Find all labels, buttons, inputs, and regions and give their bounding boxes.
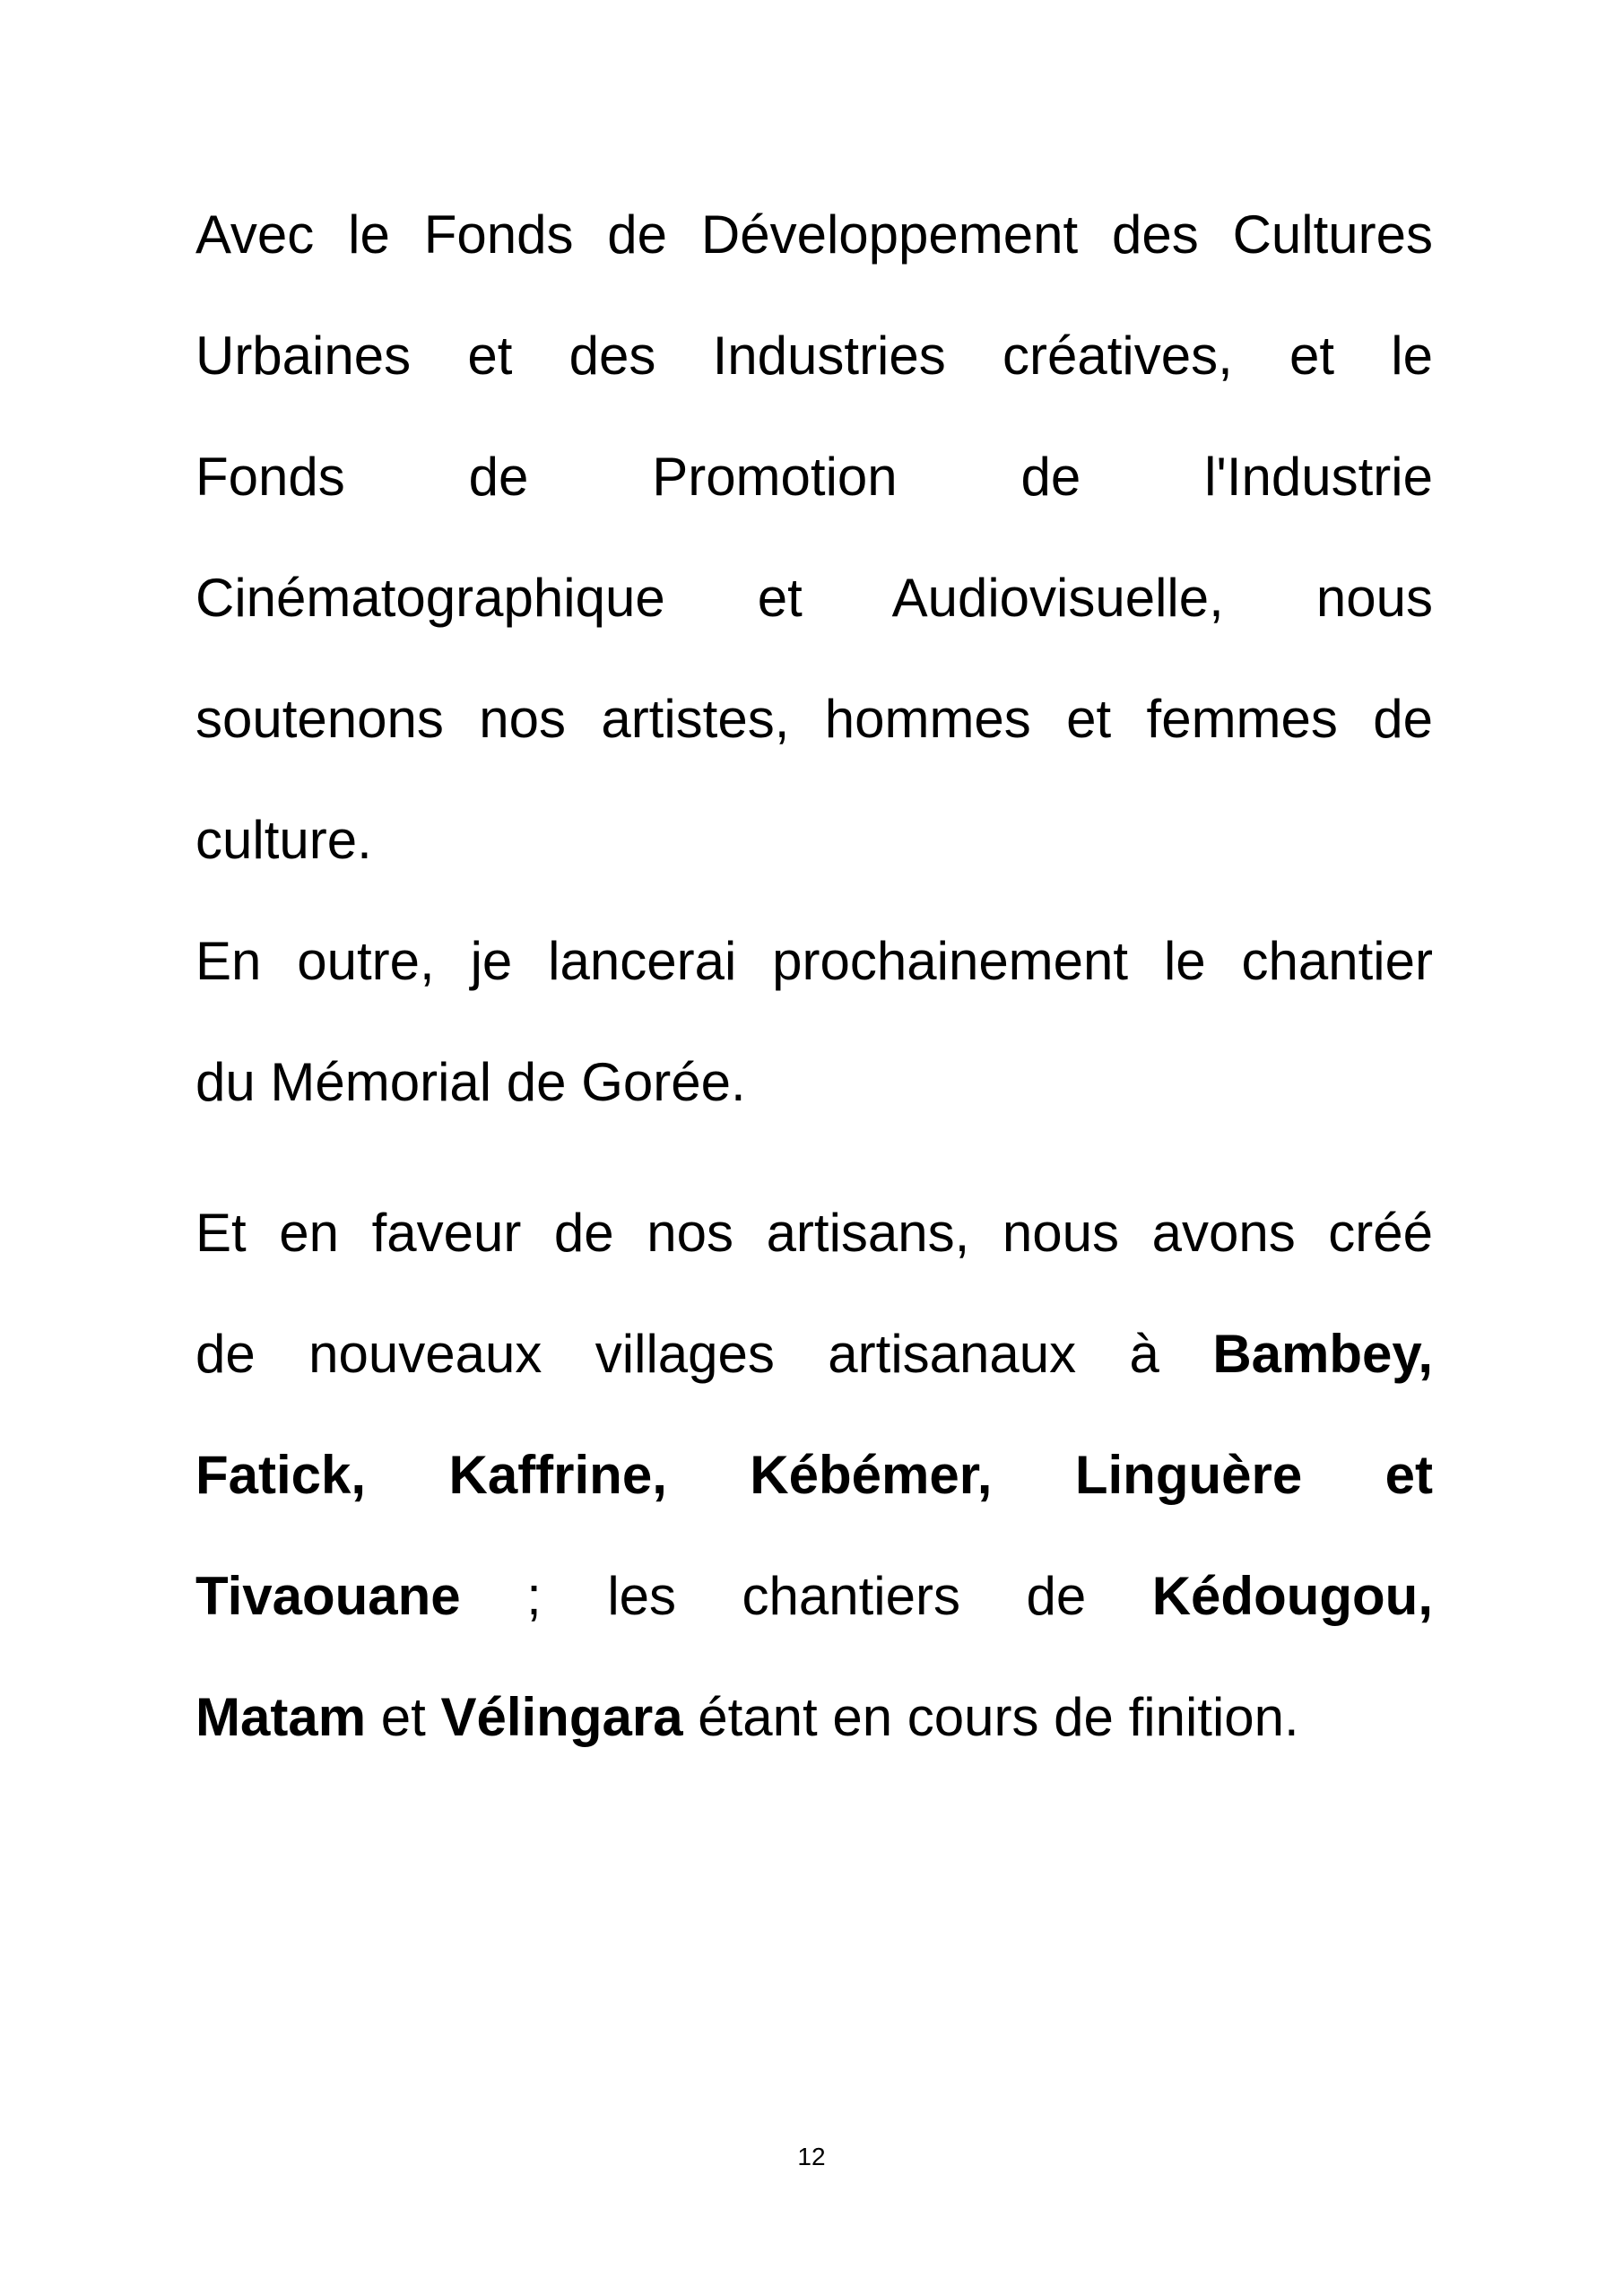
paragraph-1-line-6: culture. <box>195 810 372 870</box>
page-number: 12 <box>797 2143 826 2170</box>
text-run: et <box>366 1687 441 1747</box>
paragraph-1-line-3: Fonds de Promotion de l'Industrie <box>195 447 1433 507</box>
paragraph-3-line-4 <box>195 1552 1433 1641</box>
place-name-bambey: Bambey, <box>1212 1324 1433 1384</box>
place-name-velingara: Vélingara <box>440 1687 683 1747</box>
paragraph-1-line-4: Cinématographique et Audiovisuelle, nous <box>195 568 1433 628</box>
place-name-tivaouane: Tivaouane <box>195 1566 461 1626</box>
paragraph-3-line-5 <box>195 1673 1433 1762</box>
paragraph-3-line-3: Fatick, Kaffrine, Kébémer, Linguère et <box>195 1445 1433 1505</box>
text-run: étant en cours de finition. <box>682 1687 1299 1747</box>
paragraph-1-line-5: soutenons nos artistes, hommes et femmes de <box>195 689 1433 749</box>
text-run: de nouveaux villages artisanaux à <box>195 1324 1213 1384</box>
place-name-matam: Matam <box>195 1687 367 1747</box>
paragraph-2-line-2: du Mémorial de Gorée. <box>195 1052 746 1112</box>
paragraph-1-line-2: Urbaines et des Industries créatives, et le <box>195 326 1433 386</box>
paragraph-2-line-1: En outre, je lancerai prochainement le chantier <box>195 931 1433 991</box>
text-run: ; les chantiers de <box>460 1566 1152 1626</box>
place-name-kedougou: Kédougou, <box>1151 1566 1433 1626</box>
paragraph-1-line-1: Avec le Fonds de Développement des Cultures <box>195 204 1433 265</box>
paragraph-3-line-1: Et en faveur de nos artisans, nous avons créé <box>195 1203 1433 1263</box>
paragraph-3-line-2 <box>195 1309 1433 1399</box>
